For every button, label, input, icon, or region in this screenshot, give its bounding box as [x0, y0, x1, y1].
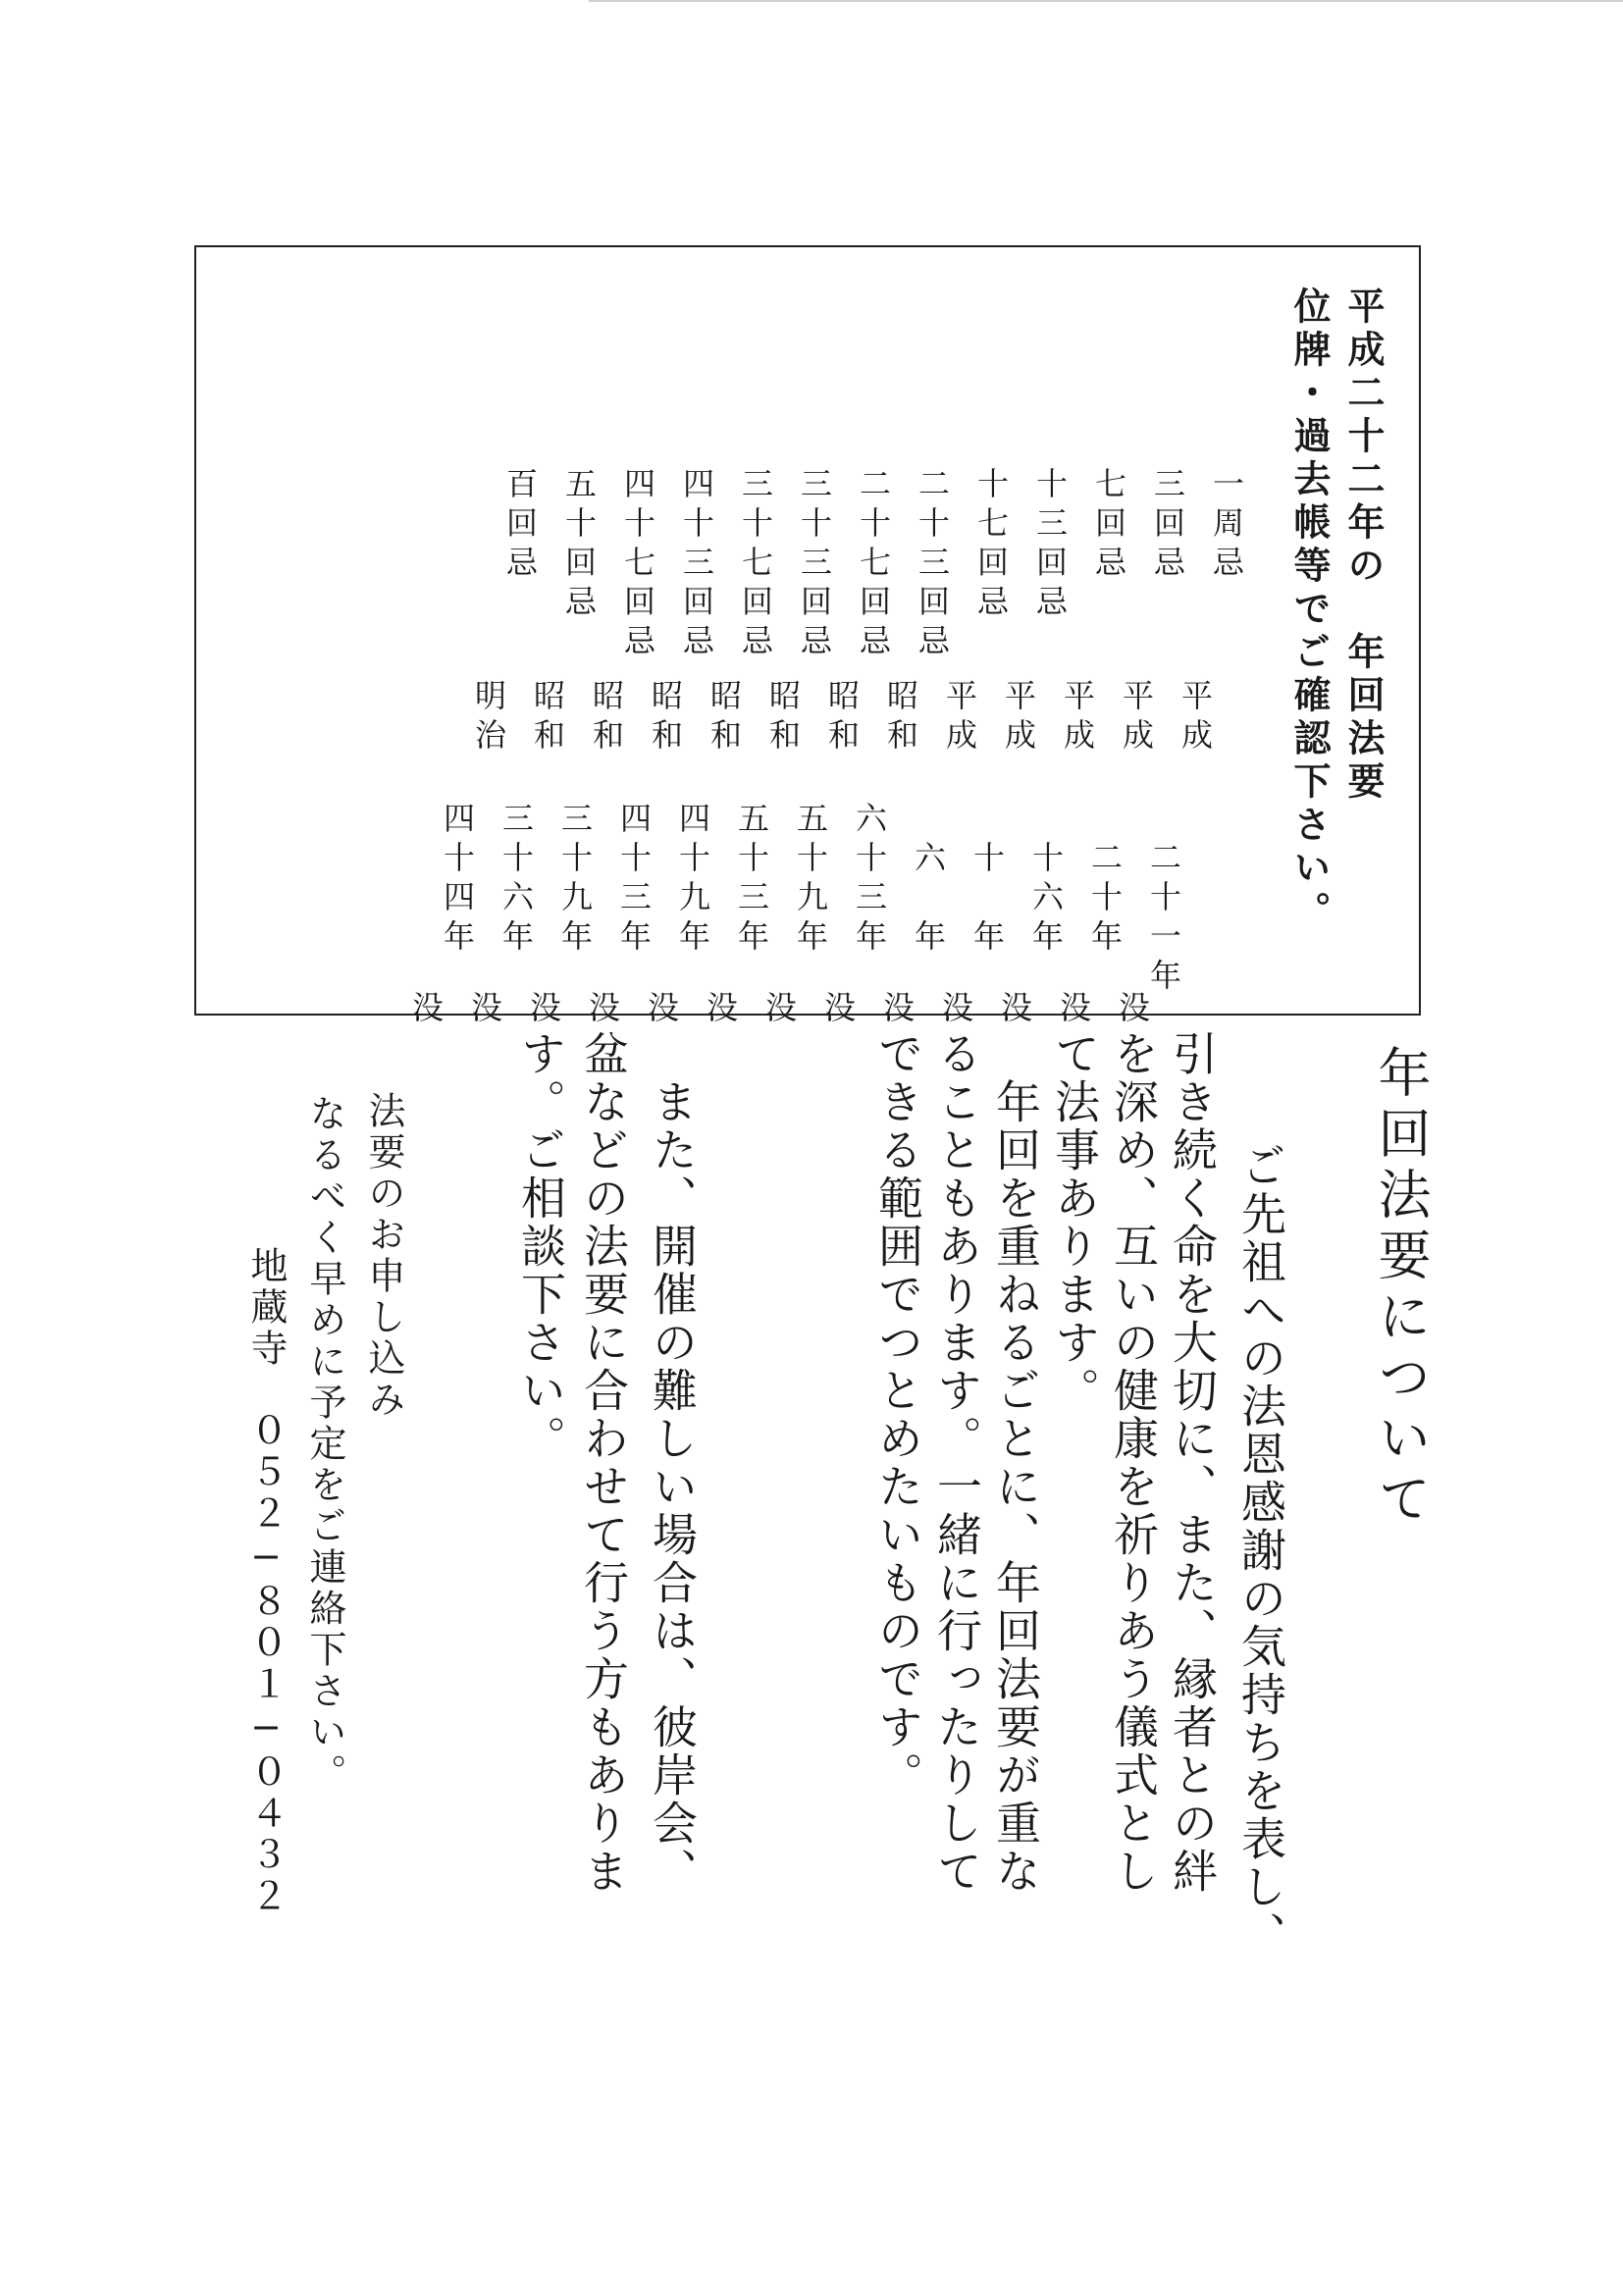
status-label: 没 [937, 991, 974, 1030]
year-label: 四十四年 [439, 802, 476, 959]
year-label: 十六年 [1027, 802, 1065, 959]
status-label: 没 [407, 991, 445, 1030]
kaiki-label: 四十七回忌 [619, 467, 656, 663]
kaiki-label: 五十回忌 [560, 467, 598, 624]
paragraph-line: ご先祖への法恩感謝の気持ちを表し、 [1234, 1094, 1287, 1959]
kaiki-label: 二十三回忌 [914, 467, 951, 663]
era-label: 昭和 [529, 679, 566, 757]
paragraph-line: ることもあります。一緒に行ったりして [930, 1030, 983, 1896]
contact-line: 法要のお申し込み [362, 1050, 405, 1421]
year-label: 二十年 [1086, 802, 1124, 959]
temple-contact-line: 地蔵寺 ０５２−８０１−０４３２ [244, 1246, 288, 1917]
memorial-year-table [194, 245, 1421, 1030]
kaiki-label: 一周忌 [1208, 467, 1245, 585]
status-label: 没 [643, 991, 680, 1030]
paragraph-line: また、開催の難しい場合は、彼岸会、 [646, 1030, 699, 1896]
era-label: 平成 [1177, 679, 1214, 757]
paragraph-line: 盆などの法要に合わせて行う方もありま [577, 1030, 630, 1896]
era-label: 昭和 [647, 679, 684, 757]
status-label: 没 [1114, 991, 1151, 1030]
contact-line: なるべく早めに予定をご連絡下さい。 [303, 1094, 346, 1795]
kaiki-label: 三回忌 [1149, 467, 1186, 585]
era-label: 平成 [941, 679, 978, 757]
year-label: 三十六年 [497, 802, 535, 959]
era-label: 平成 [1118, 679, 1155, 757]
article-heading: 年回法要について [1370, 1045, 1432, 1532]
kaiki-label: 十七回忌 [972, 467, 1010, 624]
year-label: 五十三年 [733, 802, 770, 959]
kaiki-label: 四十三回忌 [678, 467, 715, 663]
paragraph-line: 引き続く命を大切に、また、縁者との絆 [1166, 1030, 1219, 1896]
era-label: 昭和 [706, 679, 743, 757]
paragraph-line: を深め、互いの健康を祈りあう儀式とし [1107, 1030, 1160, 1896]
kaiki-label: 二十七回忌 [855, 467, 892, 663]
year-label: 六 年 [910, 802, 947, 959]
scan-edge-line [589, 0, 1623, 2]
paragraph-line: す。ご相談下さい。 [514, 1030, 567, 1463]
year-label: 二十一年 [1145, 802, 1182, 998]
year-label: 五十九年 [792, 802, 829, 959]
paragraph-line: できる範囲でつとめたいものです。 [871, 1030, 924, 1800]
era-label: 昭和 [823, 679, 861, 757]
status-label: 没 [996, 991, 1033, 1030]
status-label: 没 [760, 991, 798, 1030]
era-label: 昭和 [588, 679, 625, 757]
kaiki-label: 十三回忌 [1031, 467, 1069, 624]
era-label: 平成 [1059, 679, 1096, 757]
status-label: 没 [878, 991, 916, 1030]
year-label: 四十九年 [674, 802, 711, 959]
kaiki-label: 七回忌 [1090, 467, 1127, 585]
era-label: 昭和 [764, 679, 802, 757]
paragraph-line: て法事あります。 [1048, 1030, 1101, 1415]
kaiki-label: 三十七回忌 [737, 467, 774, 663]
era-label: 平成 [1000, 679, 1037, 757]
kaiki-label: 三十三回忌 [796, 467, 833, 663]
era-label: 明治 [470, 679, 507, 757]
status-label: 没 [584, 991, 621, 1030]
status-label: 没 [525, 991, 562, 1030]
year-label: 三十九年 [556, 802, 594, 959]
year-label: 十 年 [969, 802, 1006, 959]
year-label: 四十三年 [615, 802, 653, 959]
era-label: 昭和 [882, 679, 919, 757]
status-label: 没 [819, 991, 857, 1030]
paragraph-line: 年回を重ねるごとに、年回法要が重な [989, 1030, 1042, 1896]
status-label: 没 [702, 991, 739, 1030]
status-label: 没 [466, 991, 503, 1030]
status-label: 没 [1055, 991, 1092, 1030]
kaiki-label: 百回忌 [501, 467, 539, 585]
year-label: 六十三年 [851, 802, 888, 959]
table-title: 平成二十二年の 年回法要 [1341, 287, 1386, 805]
table-subtitle: 位牌・過去帳等でご確認下さい。 [1287, 287, 1332, 934]
